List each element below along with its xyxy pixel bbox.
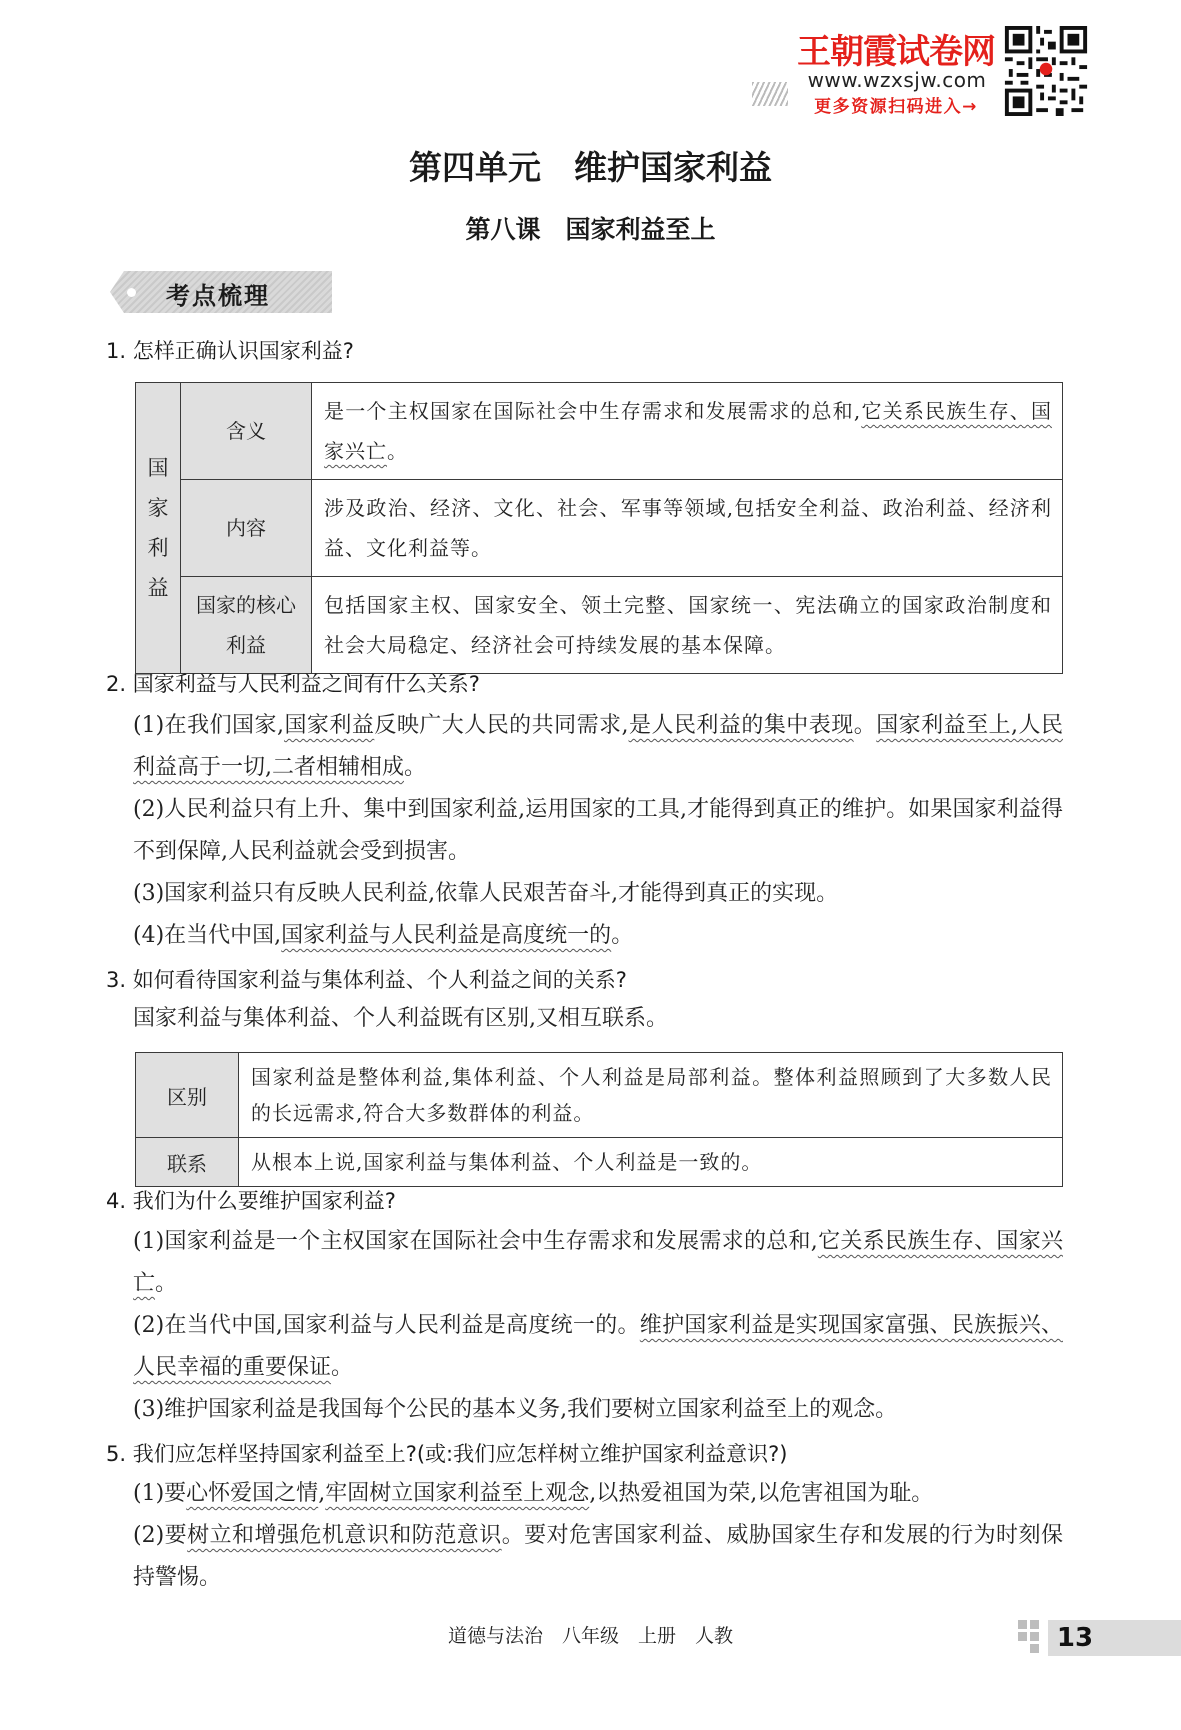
question-5-paragraph-1: (1)要心怀爱国之情,牢固树立国家利益至上观念,以热爱祖国为荣,以危害祖国为耻。 [133,1481,934,1506]
logo-url[interactable]: www.wzxsjw.com [807,68,987,92]
table-cell-text: 从根本上说,国家利益与集体利益、个人利益是一致的。 [239,1138,1063,1187]
table-cell-text: 国家利益是整体利益,集体利益、个人利益是局部利益。整体利益照顾到了大多数人民的长远需求,符合大多数群体的利益。 [239,1053,1063,1138]
question-2-paragraph-4: (4)在当代中国,国家利益与人民利益是高度统一的。 [133,923,634,948]
question-3-intro: 国家利益与集体利益、个人利益既有区别,又相互联系。 [133,1006,668,1031]
question-5-title: 5. 我们应怎样坚持国家利益至上?(或:我们应怎样树立维护国家利益意识?) [106,1442,788,1466]
logo-title: 王朝霞试卷网 [797,32,995,72]
table-cell-text: 涉及政治、经济、文化、社会、军事等领域,包括安全利益、政治利益、经济利益、文化利益等。 [312,480,1063,577]
section-tag-dot-icon [127,288,136,297]
unit-title: 第四单元 维护国家利益 [409,148,772,187]
question-4-paragraph-1: (1)国家利益是一个主权国家在国际社会中生存需求和发展需求的总和,它关系民族生存、国家兴亡。 [133,1229,1063,1296]
question-1-title: 1. 怎样正确认识国家利益? [106,339,354,363]
question-2-paragraph-2: (2)人民利益只有上升、集中到国家利益,运用国家的工具,才能得到真正的维护。如果国家利益得不到保障,人民利益就会受到损害。 [133,797,1063,864]
table-row-label: 含义 [181,383,312,480]
table-row [136,1053,1063,1138]
page-number-decoration [1018,1620,1048,1656]
interest-relationship-table [135,1052,1063,1187]
logo-stripes [752,82,788,106]
footer-book-info: 道德与法治 八年级 上册 人教 [447,1625,733,1647]
table-row-label: 区别 [136,1053,239,1138]
table-row-label: 内容 [181,480,312,577]
question-2-paragraph-1: (1)在我们国家,国家利益反映广大人民的共同需求,是人民利益的集中表现。国家利益至上,人民利益高于一切,二者相辅相成。 [133,713,1063,780]
national-interest-table [135,382,1063,674]
lesson-title: 第八课 国家利益至上 [465,215,716,244]
logo-scan-text: 更多资源扫码进入→ [814,97,978,117]
question-4-paragraph-3: (3)维护国家利益是我国每个公民的基本义务,我们要树立国家利益至上的观念。 [133,1397,898,1422]
section-tag-label: 考点梳理 [166,282,270,310]
table-row [136,1138,1063,1187]
question-4-paragraph-2: (2)在当代中国,国家利益与人民利益是高度统一的。维护国家利益是实现国家富强、民族振兴、人民幸福的重要保证。 [133,1313,1063,1380]
table-side-label: 国家利益 [136,383,181,674]
table-row-label: 联系 [136,1138,239,1187]
question-2-paragraph-3: (3)国家利益只有反映人民利益,依靠人民艰苦奋斗,才能得到真正的实现。 [133,881,839,906]
table-row [136,480,1063,577]
question-3-title: 3. 如何看待国家利益与集体利益、个人利益之间的关系? [106,968,627,992]
qr-code-icon[interactable] [1004,26,1088,116]
table-row [136,577,1063,674]
question-4-title: 4. 我们为什么要维护国家利益? [106,1189,396,1213]
table-cell-text: 包括国家主权、国家安全、领土完整、国家统一、宪法确立的国家政治制度和社会大局稳定、经济社会可持续发展的基本保障。 [312,577,1063,674]
question-5-paragraph-2: (2)要树立和增强危机意识和防范意识。要对危害国家利益、威胁国家生存和发展的行为时刻保持警惕。 [133,1523,1063,1590]
table-row [136,383,1063,480]
page-number: 13 [1056,1623,1094,1653]
question-2-title: 2. 国家利益与人民利益之间有什么关系? [106,672,480,696]
table-row-label: 国家的核心利益 [181,577,312,674]
table-cell-text: 是一个主权国家在国际社会中生存需求和发展需求的总和,它关系民族生存、国家兴亡。 [312,383,1063,480]
